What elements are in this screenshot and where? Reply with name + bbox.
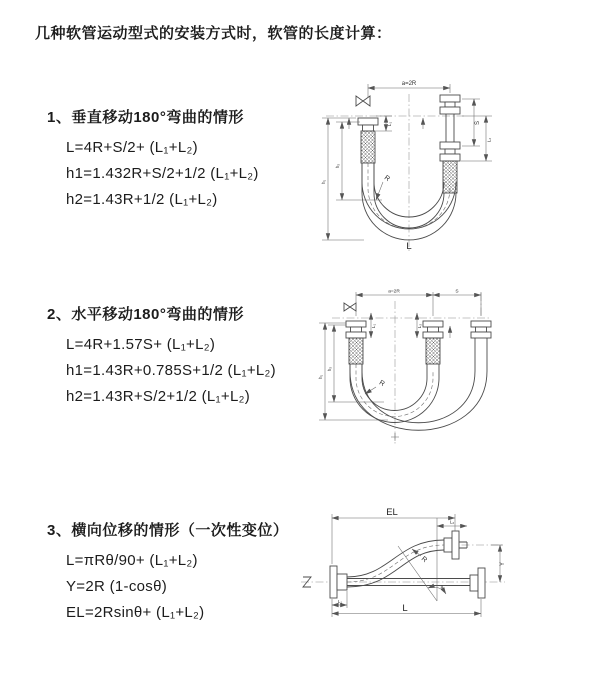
section-1 (47, 106, 259, 213)
formula-line: h2=1.43R+1/2 (L₁+L₂) (66, 191, 218, 208)
formula-line: EL=2Rsinθ+ (L₁+L₂) (66, 604, 205, 621)
left-fitting (358, 118, 378, 163)
braid-section (349, 338, 363, 364)
dim-label-s: S (475, 120, 481, 126)
diagram-vertical-180-bend (306, 70, 598, 256)
dim-label-l1: L₁ (337, 600, 343, 605)
dimension-lines (332, 514, 503, 617)
lower-right-fitting (470, 568, 485, 598)
dim-label-l2: L₂ (487, 137, 493, 143)
length-label: L (402, 603, 408, 614)
dim-label-l1: L₁ (372, 323, 377, 329)
hose-curves (350, 338, 487, 430)
dimension-labels (321, 81, 493, 252)
braid-section (443, 161, 457, 193)
section-1-heading: 1、垂直移动180°弯曲的情形 (47, 109, 244, 126)
angle-label: θ (440, 586, 444, 591)
section-3 (47, 519, 288, 626)
dim-label-s: S (455, 289, 459, 295)
radius-label: R (419, 555, 429, 565)
section-2 (47, 303, 276, 410)
formula-line: Y=2R (1-cosθ) (66, 578, 168, 595)
valve-icon (344, 303, 356, 311)
section-2-heading: 2、水平移动180°弯曲的情形 (47, 306, 244, 323)
radius-label: R (382, 174, 391, 184)
formula-line: L=4R+S/2+ (L₁+L₂) (66, 139, 198, 156)
length-label: L (406, 241, 412, 252)
dimension-lines (319, 292, 481, 441)
dim-label-h2: h₂ (336, 163, 341, 169)
dim-label-l1: L₁ (388, 121, 393, 127)
left-fitting (346, 321, 366, 364)
dim-label-h1: h₁ (319, 374, 324, 380)
formula-line: L=4R+1.57S+ (L₁+L₂) (66, 336, 216, 353)
dim-label-h1: h₁ (322, 179, 327, 185)
right-fitting (471, 321, 491, 338)
hose-s-curve (347, 540, 444, 587)
dim-label-l2: L₂ (418, 323, 423, 329)
formula-line: h1=1.43R+0.785S+1/2 (L₁+L₂) (66, 362, 276, 379)
formula-line: h1=1.432R+S/2+1/2 (L₁+L₂) (66, 165, 259, 182)
left-fitting (330, 566, 347, 598)
valve-icon (356, 96, 370, 106)
dim-label-l2: L₂ (449, 520, 455, 526)
dim-label-a2r: a=2R (388, 289, 400, 295)
formula-line: L=πRθ/90+ (L₁+L₂) (66, 552, 198, 569)
dim-label-h2: h₂ (328, 366, 333, 372)
right-fitting (440, 95, 460, 193)
diagram-lateral-displacement (295, 498, 597, 650)
page-title: 几种软管运动型式的安装方式时，软管的长度计算： (35, 25, 392, 42)
dim-label-a2r: a=2R (401, 81, 417, 87)
formula-line: h2=1.43R+S/2+1/2 (L₁+L₂) (66, 388, 251, 405)
radius-label: R (377, 379, 386, 388)
braid-section (426, 338, 440, 364)
dim-label-y: Y (500, 561, 506, 567)
diagram-horizontal-180-bend (318, 283, 600, 455)
middle-fitting (423, 321, 443, 364)
braid-section (361, 131, 375, 163)
section-3-heading: 3、横向位移的情形（一次性变位） (47, 522, 289, 539)
dim-label-el: EL (386, 507, 398, 518)
